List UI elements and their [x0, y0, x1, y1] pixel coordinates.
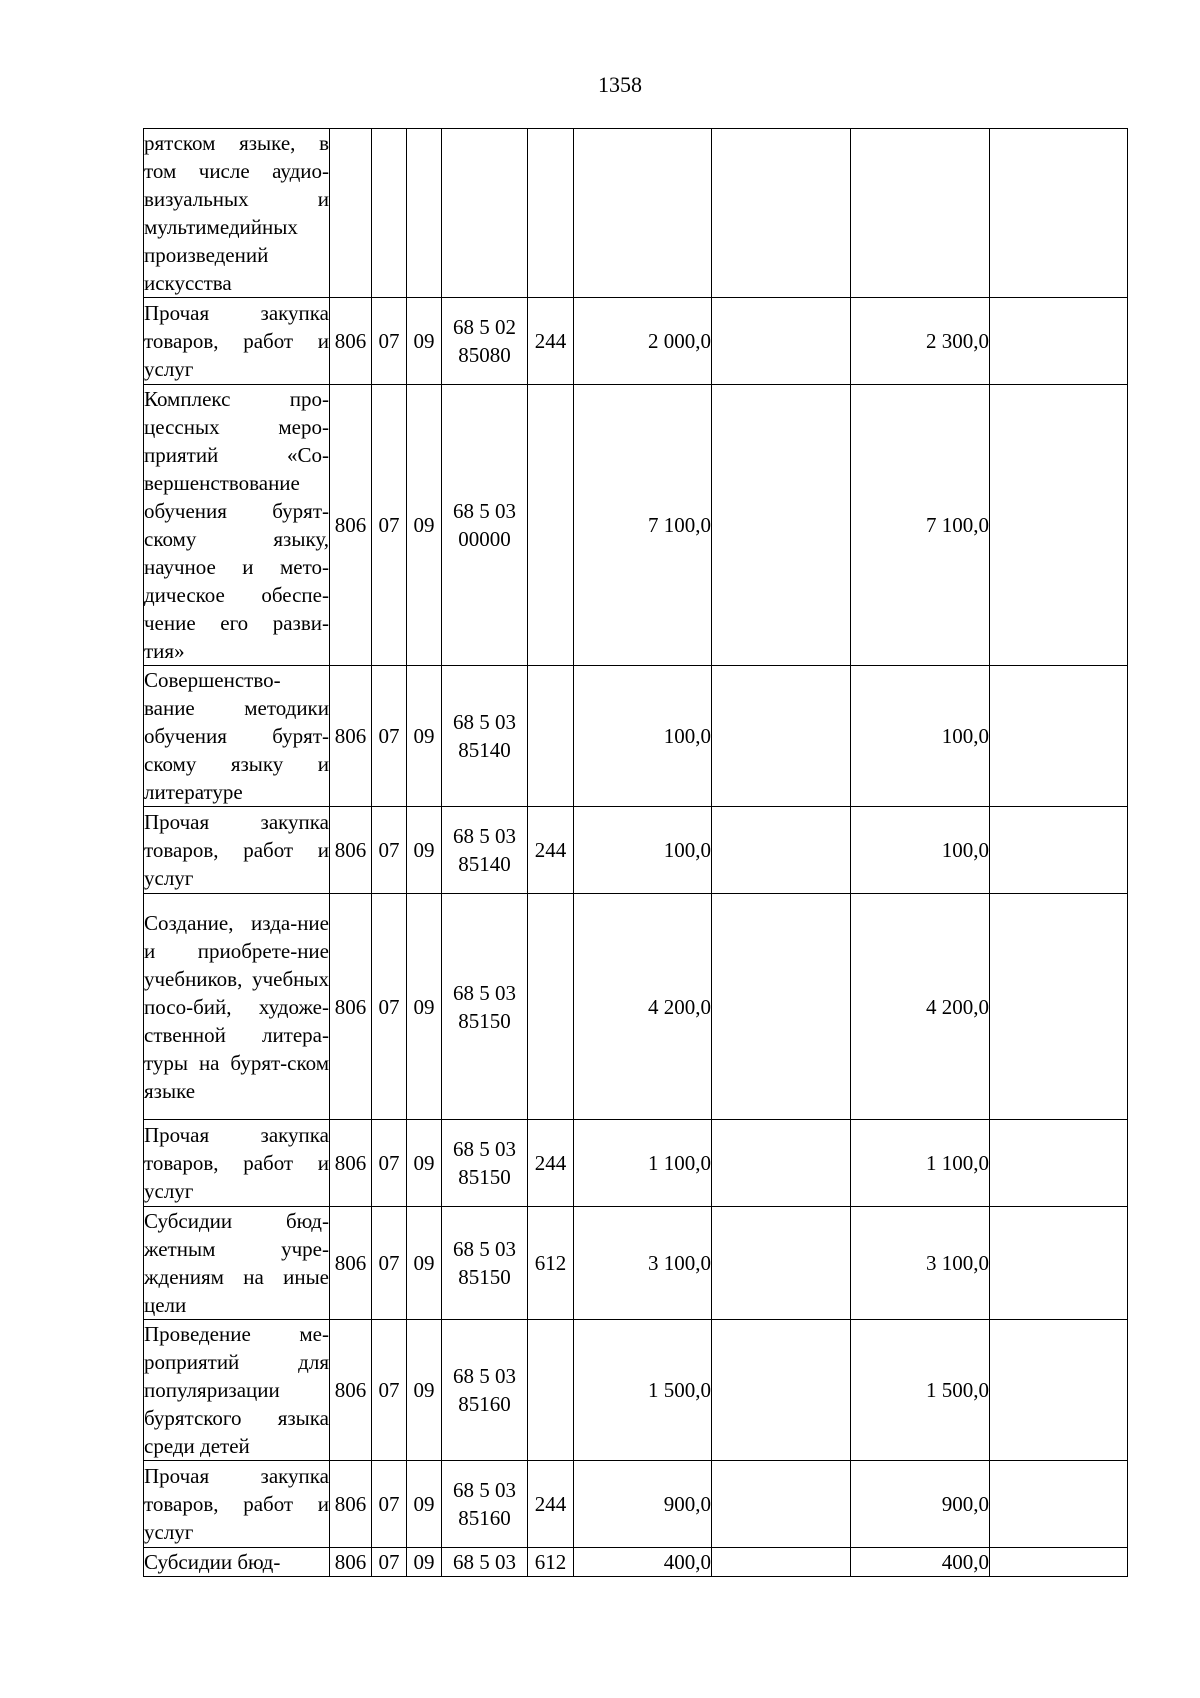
target-article-cell: 68 5 03 [442, 1548, 528, 1577]
amount-year1-cell: 7 100,0 [574, 385, 712, 666]
expense-type-cell: 612 [528, 1207, 574, 1320]
empty-amount-cell [990, 1320, 1128, 1461]
row-name-cell [144, 894, 330, 1120]
amount-year1-cell: 100,0 [574, 666, 712, 807]
row-name-text: Субсидии бюд-жетным учре-ждениям на иные цели [144, 1209, 329, 1317]
empty-amount-cell [990, 129, 1128, 298]
expense-type-cell [528, 666, 574, 807]
target-article-cell: 68 5 03 85160 [442, 1320, 528, 1461]
row-name-text: Создание, изда-ние и приобрете-ние учебников, учебных посо-бий, художе-ственной литера-туры на бурят-ском языке [144, 910, 329, 1103]
amount-year1-cell: 900,0 [574, 1461, 712, 1548]
target-article-cell: 68 5 03 85160 [442, 1461, 528, 1548]
empty-amount-cell [712, 894, 851, 1120]
amount-year2-cell: 100,0 [851, 807, 990, 894]
empty-amount-cell [990, 385, 1128, 666]
target-article-cell [442, 129, 528, 298]
empty-amount-cell [990, 1207, 1128, 1320]
table-row [144, 1548, 1128, 1577]
empty-amount-cell [712, 129, 851, 298]
empty-amount-cell [990, 666, 1128, 807]
subsection-code-cell: 09 [407, 666, 442, 807]
empty-amount-cell [712, 1548, 851, 1577]
section-code-cell: 07 [372, 807, 407, 894]
row-name-text: Прочая закупка товаров, работ и услуг [144, 301, 329, 381]
amount-year2-cell: 100,0 [851, 666, 990, 807]
expense-type-cell [528, 385, 574, 666]
expense-type-cell [528, 894, 574, 1120]
grbs-code-cell: 806 [330, 1461, 372, 1548]
amount-year2-cell [851, 129, 990, 298]
table-row [144, 1207, 1128, 1320]
empty-amount-cell [712, 666, 851, 807]
subsection-code-cell: 09 [407, 807, 442, 894]
row-name-cell [144, 385, 330, 666]
row-name-text: Прочая закупка товаров, работ и услуг [144, 1464, 329, 1544]
expense-type-cell [528, 129, 574, 298]
grbs-code-cell: 806 [330, 1120, 372, 1207]
subsection-code-cell: 09 [407, 1548, 442, 1577]
grbs-code-cell: 806 [330, 298, 372, 385]
table-row [144, 894, 1128, 1120]
subsection-code-cell [407, 129, 442, 298]
amount-year2-cell: 900,0 [851, 1461, 990, 1548]
row-name-cell [144, 298, 330, 385]
subsection-code-cell: 09 [407, 1120, 442, 1207]
page-number: 1358 [598, 72, 642, 97]
row-name-cell [144, 129, 330, 298]
subsection-code-cell: 09 [407, 894, 442, 1120]
row-name-cell [144, 1461, 330, 1548]
target-article-cell: 68 5 02 85080 [442, 298, 528, 385]
subsection-code-cell: 09 [407, 1207, 442, 1320]
amount-year1-cell: 1 500,0 [574, 1320, 712, 1461]
expense-type-cell: 244 [528, 807, 574, 894]
target-article-cell: 68 5 03 85150 [442, 1207, 528, 1320]
amount-year1-cell: 400,0 [574, 1548, 712, 1577]
row-name-text: Проведение ме-роприятий для популяризации бурятского языка среди детей [144, 1322, 329, 1458]
row-name-text: Совершенство-вание методики обучения бурят-скому языку и литературе [144, 668, 329, 804]
empty-amount-cell [712, 1207, 851, 1320]
amount-year1-cell: 1 100,0 [574, 1120, 712, 1207]
grbs-code-cell: 806 [330, 894, 372, 1120]
amount-year2-cell: 2 300,0 [851, 298, 990, 385]
expense-type-cell: 244 [528, 1120, 574, 1207]
row-name-cell [144, 1120, 330, 1207]
expense-type-cell: 244 [528, 298, 574, 385]
section-code-cell: 07 [372, 1120, 407, 1207]
row-name-text: Прочая закупка товаров, работ и услуг [144, 1123, 329, 1203]
empty-amount-cell [712, 807, 851, 894]
budget-table [143, 128, 1128, 1577]
empty-amount-cell [990, 1120, 1128, 1207]
empty-amount-cell [712, 1320, 851, 1461]
expense-type-cell: 244 [528, 1461, 574, 1548]
section-code-cell: 07 [372, 1548, 407, 1577]
subsection-code-cell: 09 [407, 1320, 442, 1461]
empty-amount-cell [990, 1548, 1128, 1577]
target-article-cell: 68 5 03 85150 [442, 894, 528, 1120]
table-row [144, 298, 1128, 385]
section-code-cell: 07 [372, 298, 407, 385]
amount-year1-cell: 3 100,0 [574, 1207, 712, 1320]
table-row [144, 666, 1128, 807]
grbs-code-cell: 806 [330, 807, 372, 894]
empty-amount-cell [712, 298, 851, 385]
row-name-cell [144, 666, 330, 807]
expense-type-cell [528, 1320, 574, 1461]
amount-year1-cell: 4 200,0 [574, 894, 712, 1120]
subsection-code-cell: 09 [407, 385, 442, 666]
empty-amount-cell [712, 385, 851, 666]
section-code-cell: 07 [372, 1207, 407, 1320]
table-row [144, 807, 1128, 894]
amount-year2-cell: 3 100,0 [851, 1207, 990, 1320]
grbs-code-cell: 806 [330, 1207, 372, 1320]
section-code-cell: 07 [372, 894, 407, 1120]
amount-year2-cell: 7 100,0 [851, 385, 990, 666]
target-article-cell: 68 5 03 85140 [442, 666, 528, 807]
grbs-code-cell: 806 [330, 666, 372, 807]
amount-year2-cell: 4 200,0 [851, 894, 990, 1120]
amount-year2-cell: 1 100,0 [851, 1120, 990, 1207]
table-row [144, 385, 1128, 666]
empty-amount-cell [712, 1461, 851, 1548]
row-name-cell [144, 807, 330, 894]
empty-amount-cell [712, 1120, 851, 1207]
row-name-text: Комплекс про-цессных меро-приятий «Со-вершенствование обучения бурят-скому языку, научное и мето-дическое обеспе-чение его разви-тия» [144, 387, 329, 663]
amount-year1-cell [574, 129, 712, 298]
amount-year2-cell: 400,0 [851, 1548, 990, 1577]
row-name-text: Субсидии бюд- [144, 1550, 281, 1574]
section-code-cell: 07 [372, 385, 407, 666]
row-name-text: рятском языке, в том числе аудио-визуальных и мультимедийных произведений искусства [144, 131, 329, 295]
amount-year2-cell: 1 500,0 [851, 1320, 990, 1461]
table-row [144, 1120, 1128, 1207]
row-name-cell [144, 1207, 330, 1320]
grbs-code-cell: 806 [330, 1320, 372, 1461]
section-code-cell: 07 [372, 666, 407, 807]
row-name-cell [144, 1320, 330, 1461]
target-article-cell: 68 5 03 85140 [442, 807, 528, 894]
target-article-cell: 68 5 03 85150 [442, 1120, 528, 1207]
target-article-cell: 68 5 03 00000 [442, 385, 528, 666]
grbs-code-cell: 806 [330, 1548, 372, 1577]
row-name-cell [144, 1548, 330, 1577]
subsection-code-cell: 09 [407, 298, 442, 385]
empty-amount-cell [990, 894, 1128, 1120]
subsection-code-cell: 09 [407, 1461, 442, 1548]
section-code-cell: 07 [372, 1320, 407, 1461]
expense-type-cell: 612 [528, 1548, 574, 1577]
row-name-text: Прочая закупка товаров, работ и услуг [144, 810, 329, 890]
empty-amount-cell [990, 298, 1128, 385]
empty-amount-cell [990, 807, 1128, 894]
grbs-code-cell [330, 129, 372, 298]
section-code-cell [372, 129, 407, 298]
amount-year1-cell: 100,0 [574, 807, 712, 894]
amount-year1-cell: 2 000,0 [574, 298, 712, 385]
table-row [144, 129, 1128, 298]
table-row [144, 1320, 1128, 1461]
section-code-cell: 07 [372, 1461, 407, 1548]
table-row [144, 1461, 1128, 1548]
grbs-code-cell: 806 [330, 385, 372, 666]
empty-amount-cell [990, 1461, 1128, 1548]
